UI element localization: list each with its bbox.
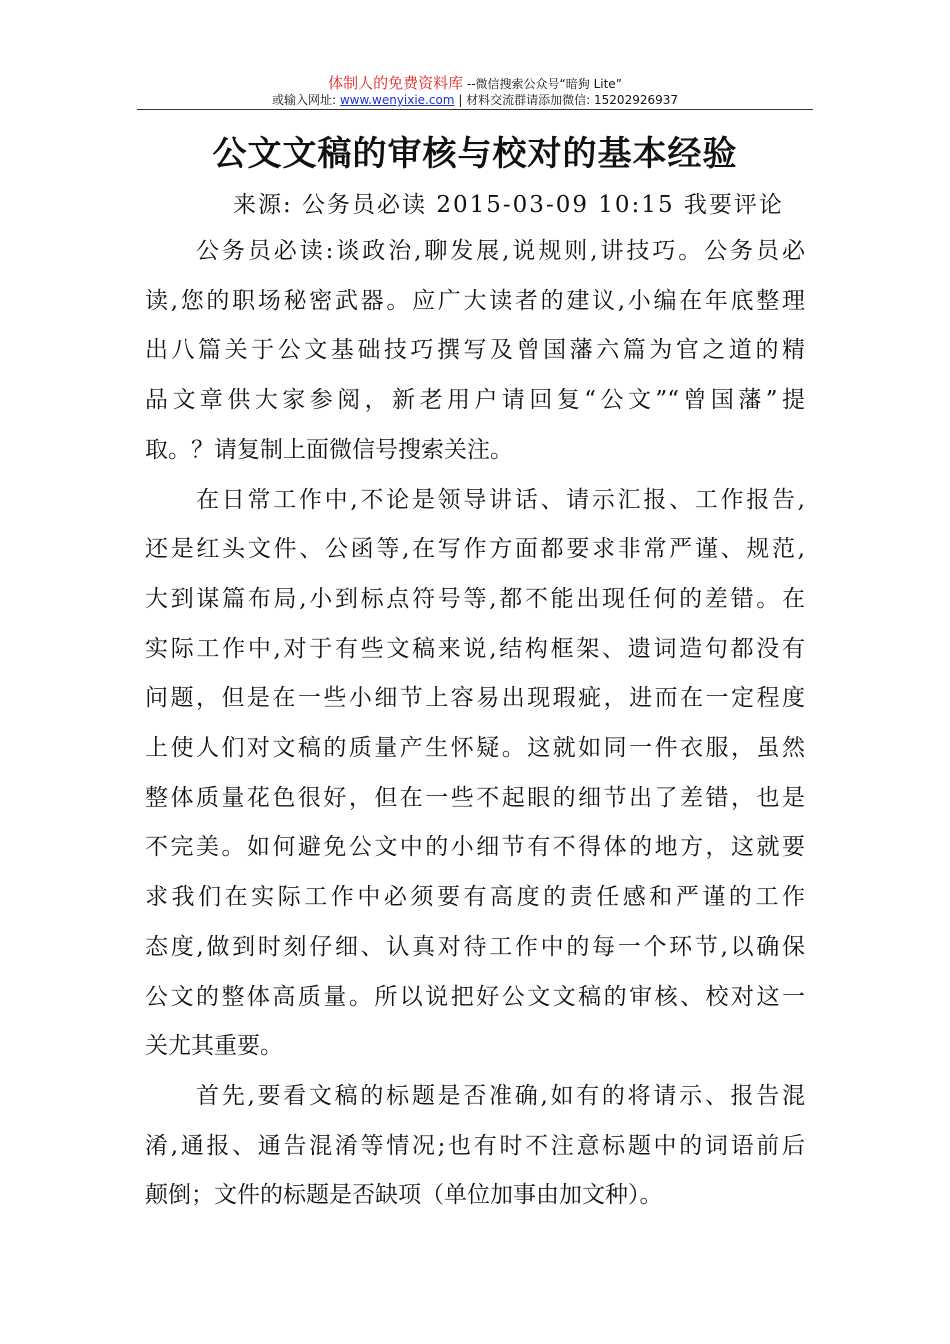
paragraph-line: 问题，但是在一些小细节上容易出现瑕疵，进而在一定程度 [145,685,805,712]
paragraph-line: 取。？请复制上面微信号搜索关注。 [145,436,513,463]
paragraph-line: 态度,做到时刻仔细、认真对待工作中的每一个环节,以确保 [145,933,805,960]
tagline: --微信搜索公众号“暗狗 Lite” [463,77,622,91]
source-line: 来源: 公务员必读 2015-03-09 10:15 我要评论 [233,192,784,218]
paragraph-line: 上使人们对文稿的质量产生怀疑。这就如同一件衣服，虽然 [145,735,805,761]
document-title: 公文文稿的审核与校对的基本经验 [212,134,738,174]
paragraph-line: 整体质量花色很好，但在一些不起眼的细节出了差错，也是 [145,784,805,811]
paragraph-line: 读,您的职场秘密武器。应广大读者的建议,小编在年底整理 [145,287,805,314]
header-line-2 [0,91,950,108]
website-link[interactable]: www.wenyixie.com [339,93,455,107]
header-line-1 [0,72,950,93]
paragraph-line: 颠倒；文件的标题是否缺项（单位加事由加文种）。 [145,1182,663,1209]
paragraph-line: 公务员必读:谈政治,聊发展,说规则,讲技巧。公务员必 [196,238,805,264]
paragraph-line: 不完美。如何避免公文中的小细节有不得体的地方，这就要 [145,834,805,861]
brand-text: 体制人的免费资料库 [328,74,464,92]
paragraph-line: 出八篇关于公文基础技巧撰写及曾国藩六篇为官之道的精 [145,337,805,364]
paragraph-line: 关尤其重要。 [145,1033,283,1060]
header-divider [137,109,813,110]
contact-text: | 材料交流群请添加微信: 15202926937 [454,93,679,107]
paragraph-line: 求我们在实际工作中必须要有高度的责任感和严谨的工作 [145,884,805,911]
paragraph-line: 还是红头文件、公函等,在写作方面都要求非常严谨、规范, [145,536,805,563]
paragraph-line: 公文的整体高质量。所以说把好公文文稿的审核、校对这一 [145,983,805,1010]
paragraph-line: 在日常工作中,不论是领导讲话、请示汇报、工作报告, [196,486,805,513]
paragraph-line: 淆,通报、通告混淆等情况;也有时不注意标题中的词语前后 [145,1132,805,1159]
url-label: 或输入网址: [271,93,340,107]
paragraph-line: 品文章供大家参阅，新老用户请回复“公文”“曾国藩”提 [145,387,805,414]
paragraph-line: 首先,要看文稿的标题是否准确,如有的将请示、报告混 [196,1082,805,1109]
paragraph-line: 实际工作中,对于有些文稿来说,结构框架、遗词造句都没有 [145,635,805,662]
paragraph-line: 大到谋篇布局,小到标点符号等,都不能出现任何的差错。在 [145,585,805,612]
